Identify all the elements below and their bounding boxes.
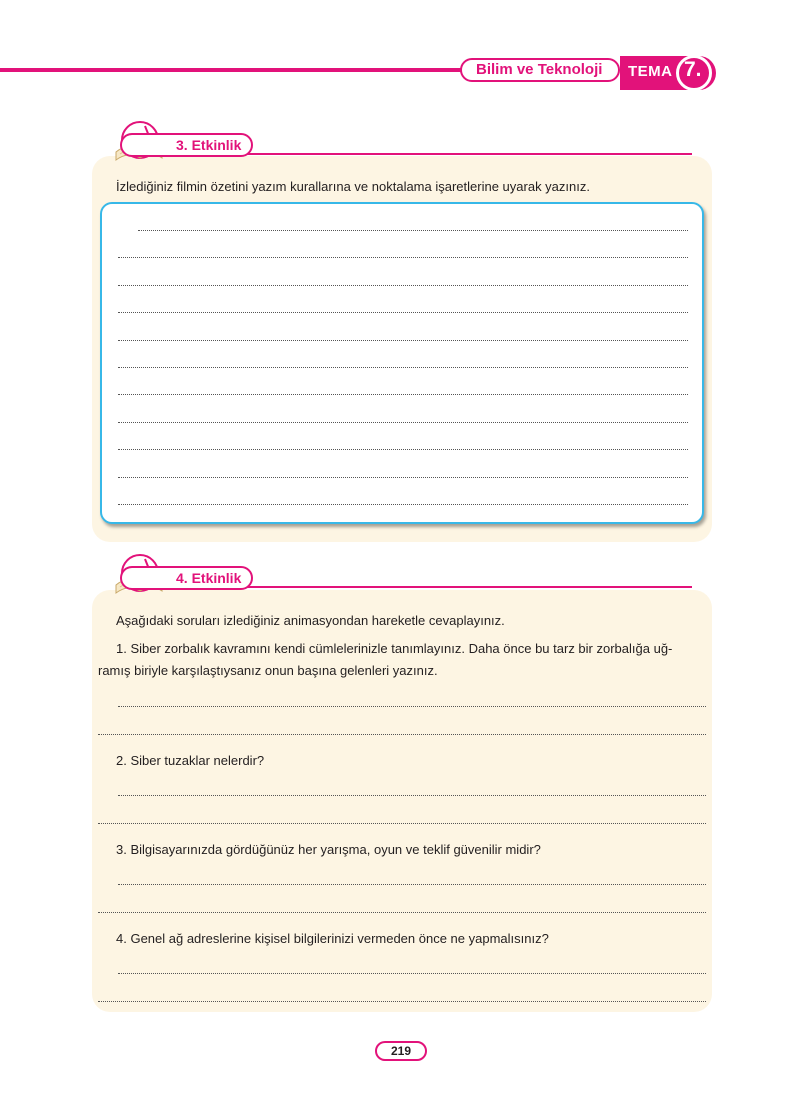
writing-line[interactable] — [118, 449, 688, 450]
writing-line[interactable] — [118, 340, 688, 341]
theme-title: Bilim ve Teknoloji — [476, 61, 603, 78]
tema-number: 7. — [684, 58, 702, 81]
activity4-instruction: Aşağıdaki soruları izlediğiniz animasyondan hareketle cevaplayınız. — [116, 613, 505, 628]
writing-line[interactable] — [138, 230, 688, 231]
activity4-title: 4. Etkinlik — [120, 566, 253, 590]
answer-line[interactable] — [98, 1001, 706, 1002]
answer-line[interactable] — [118, 973, 706, 974]
writing-line[interactable] — [118, 257, 688, 258]
answer-line[interactable] — [98, 823, 706, 824]
question-3: 3. Bilgisayarınızda gördüğünüz her yarışma, oyun ve teklif güvenilir midir? — [116, 842, 541, 857]
activity3-instruction: İzlediğiniz filmin özetini yazım kurallarına ve noktalama işaretlerine uyarak yazınız. — [116, 179, 590, 194]
answer-line[interactable] — [98, 912, 706, 913]
answer-line[interactable] — [118, 706, 706, 707]
activity3-title: 3. Etkinlik — [120, 133, 253, 157]
activity4-rule — [240, 586, 692, 588]
writing-line[interactable] — [118, 285, 688, 286]
header-rule — [0, 68, 470, 72]
page-number: 219 — [375, 1041, 427, 1061]
answer-line[interactable] — [118, 795, 706, 796]
tema-label: TEMA — [628, 63, 673, 80]
question-1-line-1: 1. Siber zorbalık kavramını kendi cümlelerinizle tanımlayınız. Daha önce bu tarz bir zorbalığa uğ- — [116, 641, 673, 656]
activity3-rule — [240, 153, 692, 155]
writing-line[interactable] — [118, 312, 688, 313]
writing-line[interactable] — [118, 422, 688, 423]
answer-line[interactable] — [118, 884, 706, 885]
answer-line[interactable] — [98, 734, 706, 735]
question-1-line-2: ramış biriyle karşılaştıysanız onun başına gelenleri yazınız. — [98, 663, 438, 678]
writing-line[interactable] — [118, 477, 688, 478]
question-4: 4. Genel ağ adreslerine kişisel bilgilerinizi vermeden önce ne yapmalısınız? — [116, 931, 549, 946]
writing-line[interactable] — [118, 394, 688, 395]
question-2: 2. Siber tuzaklar nelerdir? — [116, 753, 265, 768]
writing-line[interactable] — [118, 367, 688, 368]
writing-line[interactable] — [118, 504, 688, 505]
